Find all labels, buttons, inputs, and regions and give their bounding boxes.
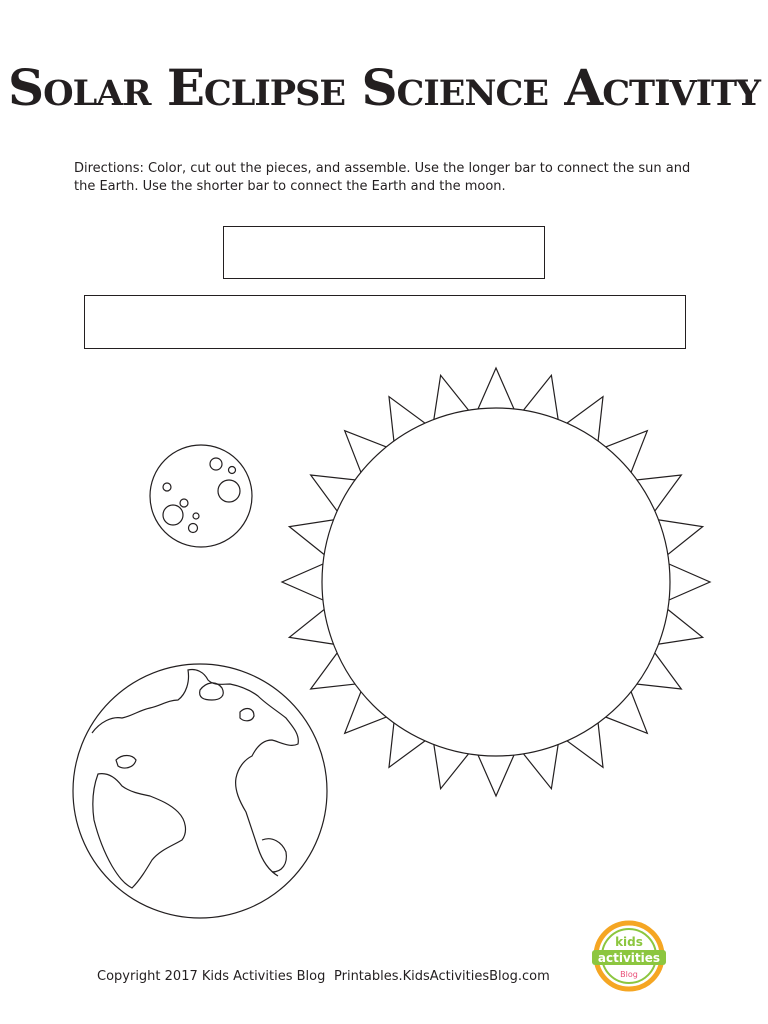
sun-cutout — [282, 368, 710, 796]
logo-line-3: Blog — [620, 970, 638, 979]
moon-crater — [229, 467, 236, 474]
sun-ray — [282, 563, 325, 601]
kids-activities-blog-logo — [588, 920, 670, 992]
moon-cutout — [150, 445, 252, 547]
moon-crater — [218, 480, 240, 502]
sun-disc — [322, 408, 670, 756]
moon-crater — [189, 524, 198, 533]
moon-crater — [193, 513, 199, 519]
page-title: Solar Eclipse Science Activity — [7, 58, 761, 117]
sun-ray — [667, 563, 710, 601]
footer-url: Printables.KidsActivitiesBlog.com — [334, 969, 550, 984]
footer-copyright: Copyright 2017 Kids Activities Blog — [97, 969, 326, 984]
moon-crater — [163, 483, 171, 491]
moon-crater — [163, 505, 183, 525]
sun-ray — [477, 753, 515, 796]
sun-ray — [477, 368, 515, 411]
logo-line-2: activities — [597, 951, 661, 965]
moon-crater — [180, 499, 188, 507]
moon-crater — [210, 458, 222, 470]
directions-text: Directions: Color, cut out the pieces, and assemble. Use the longer bar to connect the sun and the Earth. Use the shorter bar to connect the Earth and the moon. — [74, 161, 691, 194]
logo-line-1: kids — [615, 935, 643, 949]
earth-cutout — [73, 664, 327, 918]
earth-body — [73, 664, 327, 918]
